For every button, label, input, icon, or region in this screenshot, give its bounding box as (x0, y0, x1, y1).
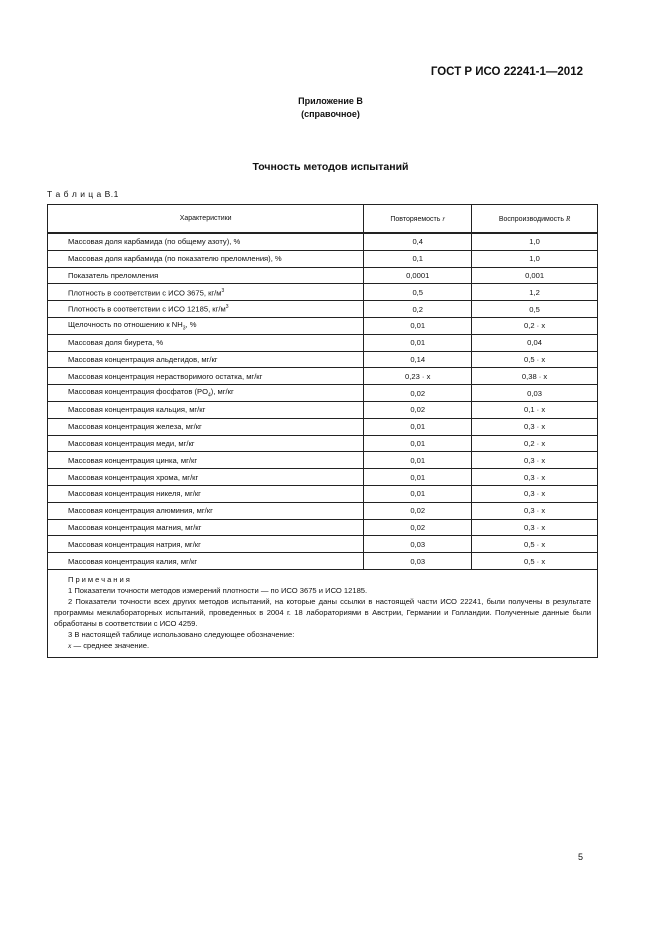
characteristic-cell (48, 418, 364, 435)
annex-heading (0, 95, 661, 121)
repeatability-cell: 0,02 (364, 519, 472, 536)
table-row (48, 469, 598, 486)
row-label-text: Массовая доля карбамида (по показателю преломления), % (68, 254, 282, 264)
repeatability-cell: 0,03 (364, 536, 472, 553)
superscript: 3 (225, 304, 229, 311)
characteristic-cell (48, 233, 364, 250)
symbol-definition: — среднее значение. (71, 640, 150, 650)
repeatability-cell: 0,01 (364, 435, 472, 452)
row-label-text: Массовая концентрация алюминия, мг/кг (68, 506, 213, 516)
reproducibility-cell: 0,5 · x (472, 553, 598, 570)
page-number: 5 (577, 852, 583, 862)
note-1: 1 Показатели точности методов измерений плотности — по ИСО 3675 и ИСО 12185. (68, 585, 368, 595)
header-label: Повторяемость (390, 215, 441, 223)
table-row (48, 250, 598, 267)
row-label-text: Щелочность по отношению к NH (68, 320, 183, 330)
reproducibility-cell: 0,03 (472, 385, 598, 402)
table-row (48, 385, 598, 402)
characteristic-cell (48, 368, 364, 385)
subscript: 4 (208, 392, 211, 399)
row-label-text: Массовая концентрация никеля, мг/кг (68, 489, 201, 499)
repeatability-cell: 0,01 (364, 452, 472, 469)
row-label-text: Массовая доля биурета, % (68, 338, 164, 348)
reproducibility-cell: 1,2 (472, 284, 598, 301)
header-label: Характеристики (179, 215, 232, 222)
annex-subtitle: (справочное) (301, 109, 360, 119)
reproducibility-cell: 0,5 (472, 301, 598, 318)
column-header-characteristics (48, 205, 364, 234)
characteristic-cell (48, 452, 364, 469)
characteristic-cell (48, 485, 364, 502)
characteristic-cell (48, 536, 364, 553)
repeatability-cell: 0,01 (364, 334, 472, 351)
table-row (48, 485, 598, 502)
repeatability-cell: 0,02 (364, 401, 472, 418)
table-row (48, 368, 598, 385)
reproducibility-cell: 0,04 (472, 334, 598, 351)
characteristic-cell (48, 435, 364, 452)
characteristic-cell (48, 385, 364, 402)
note-2: 2 Показатели точности всех других методов испытаний, на которые даны ссылки в настоящей части ИСО 22241, были получены в результате программы межлабораторных испытаний, проведенных в 2004 г. 18 лабораториями в Австрии, Германии и Голландии. Полученные данные были обработаны в соответствии с ИСО 4259. (54, 596, 591, 628)
annex-title: Приложение В (298, 96, 363, 106)
reproducibility-cell: 1,0 (472, 250, 598, 267)
characteristic-cell (48, 553, 364, 570)
repeatability-cell: 0,02 (364, 385, 472, 402)
column-header-reproducibility (472, 205, 598, 234)
row-label-text: Плотность в соответствии с ИСО 3675, кг/м (68, 288, 222, 298)
table-row (48, 519, 598, 536)
superscript: 3 (221, 287, 225, 294)
characteristic-cell (48, 469, 364, 486)
repeatability-cell: 0,01 (364, 418, 472, 435)
reproducibility-cell: 0,3 · x (472, 418, 598, 435)
table-notes-row (48, 569, 598, 657)
repeatability-cell: 0,03 (364, 553, 472, 570)
row-label-text: Массовая концентрация кальция, мг/кг (68, 405, 206, 415)
row-label-text: Массовая концентрация натрия, мг/кг (68, 539, 201, 549)
reproducibility-cell: 0,3 · x (472, 502, 598, 519)
repeatability-cell: 0,23 · x (364, 368, 472, 385)
repeatability-cell: 0,0001 (364, 267, 472, 284)
repeatability-cell: 0,4 (364, 233, 472, 250)
table-row (48, 553, 598, 570)
table-row (48, 233, 598, 250)
repeatability-cell: 0,01 (364, 469, 472, 486)
reproducibility-cell: 0,3 · x (472, 452, 598, 469)
table-header-row (48, 205, 598, 234)
repeatability-cell: 0,01 (364, 485, 472, 502)
section-title: Точность методов испытаний (252, 161, 409, 173)
table-row (48, 435, 598, 452)
header-symbol: R (566, 214, 571, 223)
table-row (48, 267, 598, 284)
column-header-repeatability (364, 205, 472, 234)
characteristic-cell (48, 401, 364, 418)
reproducibility-cell: 0,1 · x (472, 401, 598, 418)
reproducibility-cell: 0,5 · x (472, 351, 598, 368)
reproducibility-cell: 0,3 · x (472, 519, 598, 536)
reproducibility-cell: 0,38 · x (472, 368, 598, 385)
row-label-suffix: , % (185, 320, 197, 330)
row-label-text: Показатель преломления (68, 270, 159, 280)
characteristic-cell (48, 351, 364, 368)
characteristic-cell (48, 519, 364, 536)
table-row (48, 301, 598, 318)
table-row (48, 284, 598, 301)
table-row (48, 502, 598, 519)
row-label-text: Массовая концентрация магния, мг/кг (68, 522, 202, 532)
repeatability-cell: 0,1 (364, 250, 472, 267)
repeatability-cell: 0,01 (364, 317, 472, 334)
precision-table (47, 204, 598, 658)
subscript: 3 (182, 325, 186, 332)
reproducibility-cell: 1,0 (472, 233, 598, 250)
table-label: Т а б л и ц а В.1 (47, 189, 119, 199)
reproducibility-cell: 0,2 · x (472, 317, 598, 334)
characteristic-cell (48, 301, 364, 318)
row-label-suffix: ), мг/кг (210, 387, 234, 397)
reproducibility-cell: 0,001 (472, 267, 598, 284)
reproducibility-cell: 0,3 · x (472, 469, 598, 486)
row-label-text: Массовая концентрация фосфатов (PO (68, 387, 209, 397)
row-label-text: Массовая концентрация альдегидов, мг/кг (68, 354, 218, 364)
characteristic-cell (48, 250, 364, 267)
note-symbol-definition (54, 640, 591, 651)
table-row (48, 536, 598, 553)
row-label-text: Массовая концентрация нерастворимого остатка, мг/кг (68, 371, 263, 381)
row-label-text: Массовая концентрация цинка, мг/кг (68, 455, 198, 465)
row-label-text: Массовая концентрация железа, мг/кг (68, 422, 202, 432)
repeatability-cell: 0,14 (364, 351, 472, 368)
table-row (48, 351, 598, 368)
characteristic-cell (48, 284, 364, 301)
table-row (48, 334, 598, 351)
row-label-text: Массовая доля карбамида (по общему азоту), % (68, 237, 241, 247)
notes-heading: Примечания (68, 574, 132, 584)
row-label-text: Массовая концентрация хрома, мг/кг (68, 472, 199, 482)
repeatability-cell: 0,5 (364, 284, 472, 301)
characteristic-cell (48, 267, 364, 284)
characteristic-cell (48, 334, 364, 351)
table-row (48, 317, 598, 334)
row-label-text: Плотность в соответствии с ИСО 12185, кг/м (68, 304, 226, 314)
repeatability-cell: 0,2 (364, 301, 472, 318)
table-row (48, 452, 598, 469)
reproducibility-cell: 0,5 · x (472, 536, 598, 553)
row-label-text: Массовая концентрация меди, мг/кг (68, 438, 195, 448)
note-3: 3 В настоящей таблице использовано следующее обозначение: (68, 629, 295, 639)
reproducibility-cell: 0,2 · x (472, 435, 598, 452)
header-label: Воспроизводимость (498, 215, 565, 223)
characteristic-cell (48, 317, 364, 334)
document-code: ГОСТ Р ИСО 22241-1—2012 (430, 66, 583, 78)
table-row (48, 418, 598, 435)
header-symbol: r (442, 214, 446, 223)
characteristic-cell (48, 502, 364, 519)
table-row (48, 401, 598, 418)
table-notes (48, 569, 598, 657)
row-label-text: Массовая концентрация калия, мг/кг (68, 556, 198, 566)
reproducibility-cell: 0,3 · x (472, 485, 598, 502)
symbol: x (68, 640, 72, 650)
repeatability-cell: 0,02 (364, 502, 472, 519)
